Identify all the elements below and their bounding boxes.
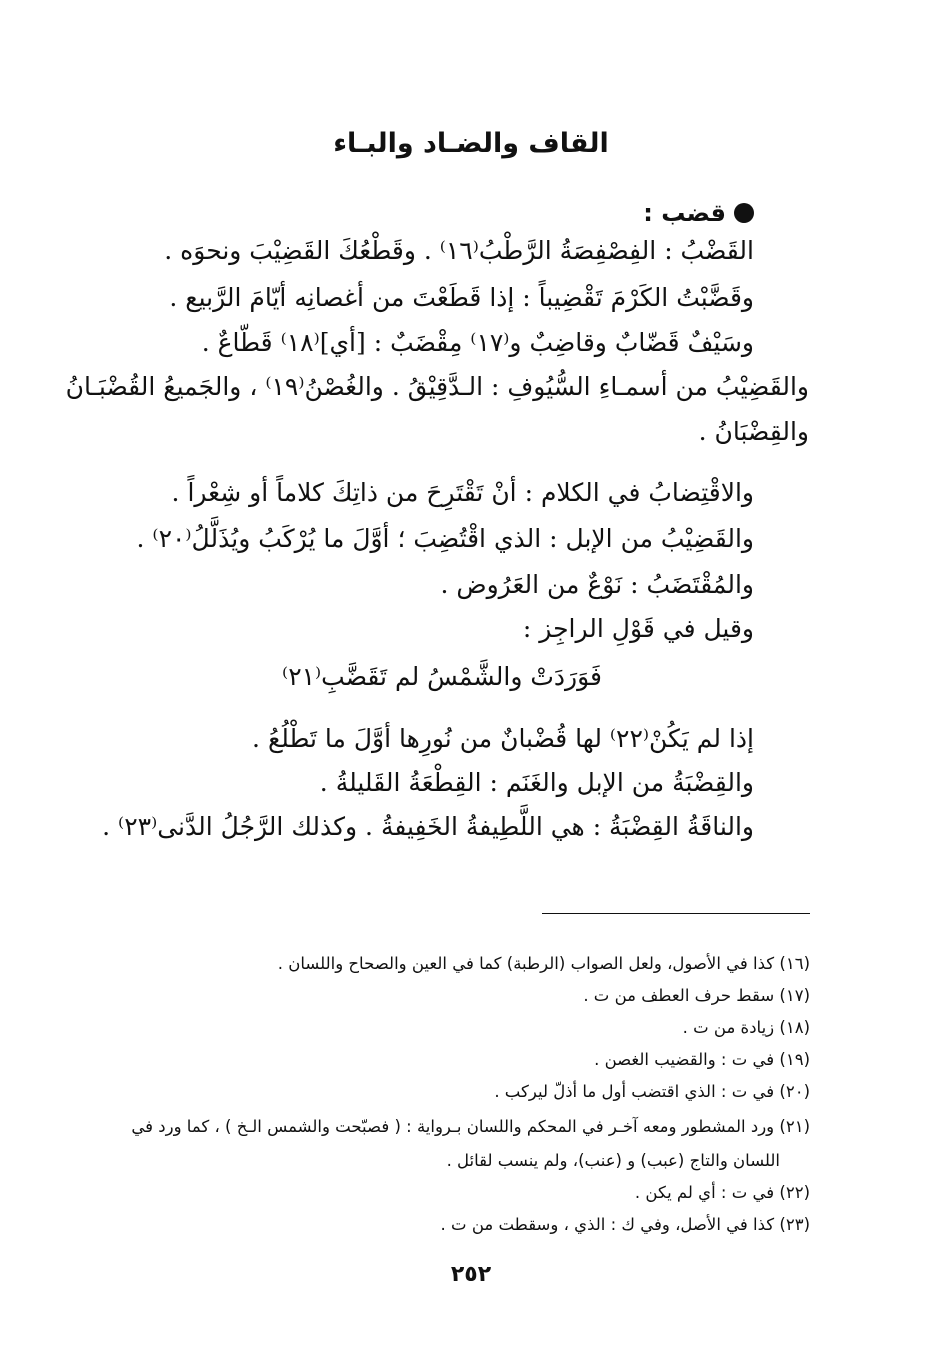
footnote-continuation: اللسان والتاج (عبب) و (عنب)، ولم ينسب لقائل . xyxy=(446,1151,780,1170)
footnote: (١٨) زيادة من ت . xyxy=(682,1018,810,1037)
body-line: والمُقْتَضَبُ : نَوْعٌ من العَرُوض . xyxy=(440,570,754,599)
body-line: القَضْبُ : الفِصْفِصَةُ الرَّطْبُ⁽١٦⁾ . وقَطْعُكَ القَضِيْبَ ونحوَه . xyxy=(164,236,754,265)
body-line: وقَضَّبْتُ الكَرْمَ تَقْضِيباً : إذا قَطَعْتَ من أغصانِه أيّامَ الرَّبيع . xyxy=(169,283,754,312)
body-line: والاقْتِضابُ في الكلام : أنْ تَقْتَرِحَ من ذاتِكَ كلاماً أو شِعْراً . xyxy=(171,478,754,507)
body-line: إذا لم يَكُنْ⁽٢٢⁾ لها قُضْبانٌ من نُورِها أوَّلَ ما تَطْلُعُ . xyxy=(252,724,754,753)
footnote: (٢١) ورد المشطور ومعه آخـر في المحكم واللسان بـرواية : ( فصبّحت والشمس الـخ ) ، كما ورد في xyxy=(131,1117,810,1136)
body-line: وسَيْفٌ قَضّابٌ وقاضِبٌ و⁽١٧⁾ مِقْضَبٌ : [أي]⁽١٨⁾ قَطّاعٌ . xyxy=(201,328,754,357)
body-line: وقيل في قَوْلِ الراجِز : xyxy=(522,614,754,643)
footnote: (١٩) في ت : والقضيب الغصن . xyxy=(594,1050,810,1069)
footnote-divider xyxy=(542,913,810,914)
page-title: القاف والضـاد والبـاء xyxy=(333,128,609,159)
body-line: والقَضِيْبُ من الإبل : الذي اقْتُضِبَ ؛ أوَّلَ ما يُرْكَبُ ويُذَلَّلُ⁽٢٠⁾ . xyxy=(136,524,754,553)
body-line: والقِضْبَانُ . xyxy=(698,417,809,446)
body-line: والقِضْبَةُ من الإبل والغَنَم : القِطْعَةُ القَليلةُ . xyxy=(319,768,754,797)
entry-root-label: قضب : xyxy=(643,199,726,227)
body-line: والناقَةُ القِضْبَةُ : هي اللَّطِيفةُ الخَفِيفةُ . وكذلك الرَّجُلُ الدَّنى⁽٢٣⁾ . xyxy=(102,812,754,841)
bullet-icon xyxy=(734,203,754,223)
page-number: ٢٥٢ xyxy=(450,1262,492,1287)
entry-block xyxy=(134,196,754,231)
footnote: (١٦) كذا في الأصول، ولعل الصواب (الرطبة) كما في العين والصحاح واللسان . xyxy=(277,954,810,973)
footnote: (٢٠) في ت : الذي اقتضب أول ما أذلّ ليركب . xyxy=(494,1082,810,1101)
entry-root-heading xyxy=(134,196,754,231)
body-line: والقَضِيْبُ من أسمـاءِ السُّيُوفِ : الـدَّقِيْقُ . والغُصْنُ⁽١٩⁾ ، والجَميعُ القُضْبَـانُ xyxy=(65,372,809,401)
footnote: (٢٢) في ت : أي لم يكن . xyxy=(634,1183,810,1202)
footnote: (١٧) سقط حرف العطف من ت . xyxy=(583,986,810,1005)
verse-line: فَوَرَدَتْ والشَّمْسُ لم تَقَضَّبِ⁽٢١⁾ xyxy=(282,662,602,691)
footnote: (٢٣) كذا في الأصل، وفي ك : الذي ، وسقطت من ت . xyxy=(440,1215,810,1234)
